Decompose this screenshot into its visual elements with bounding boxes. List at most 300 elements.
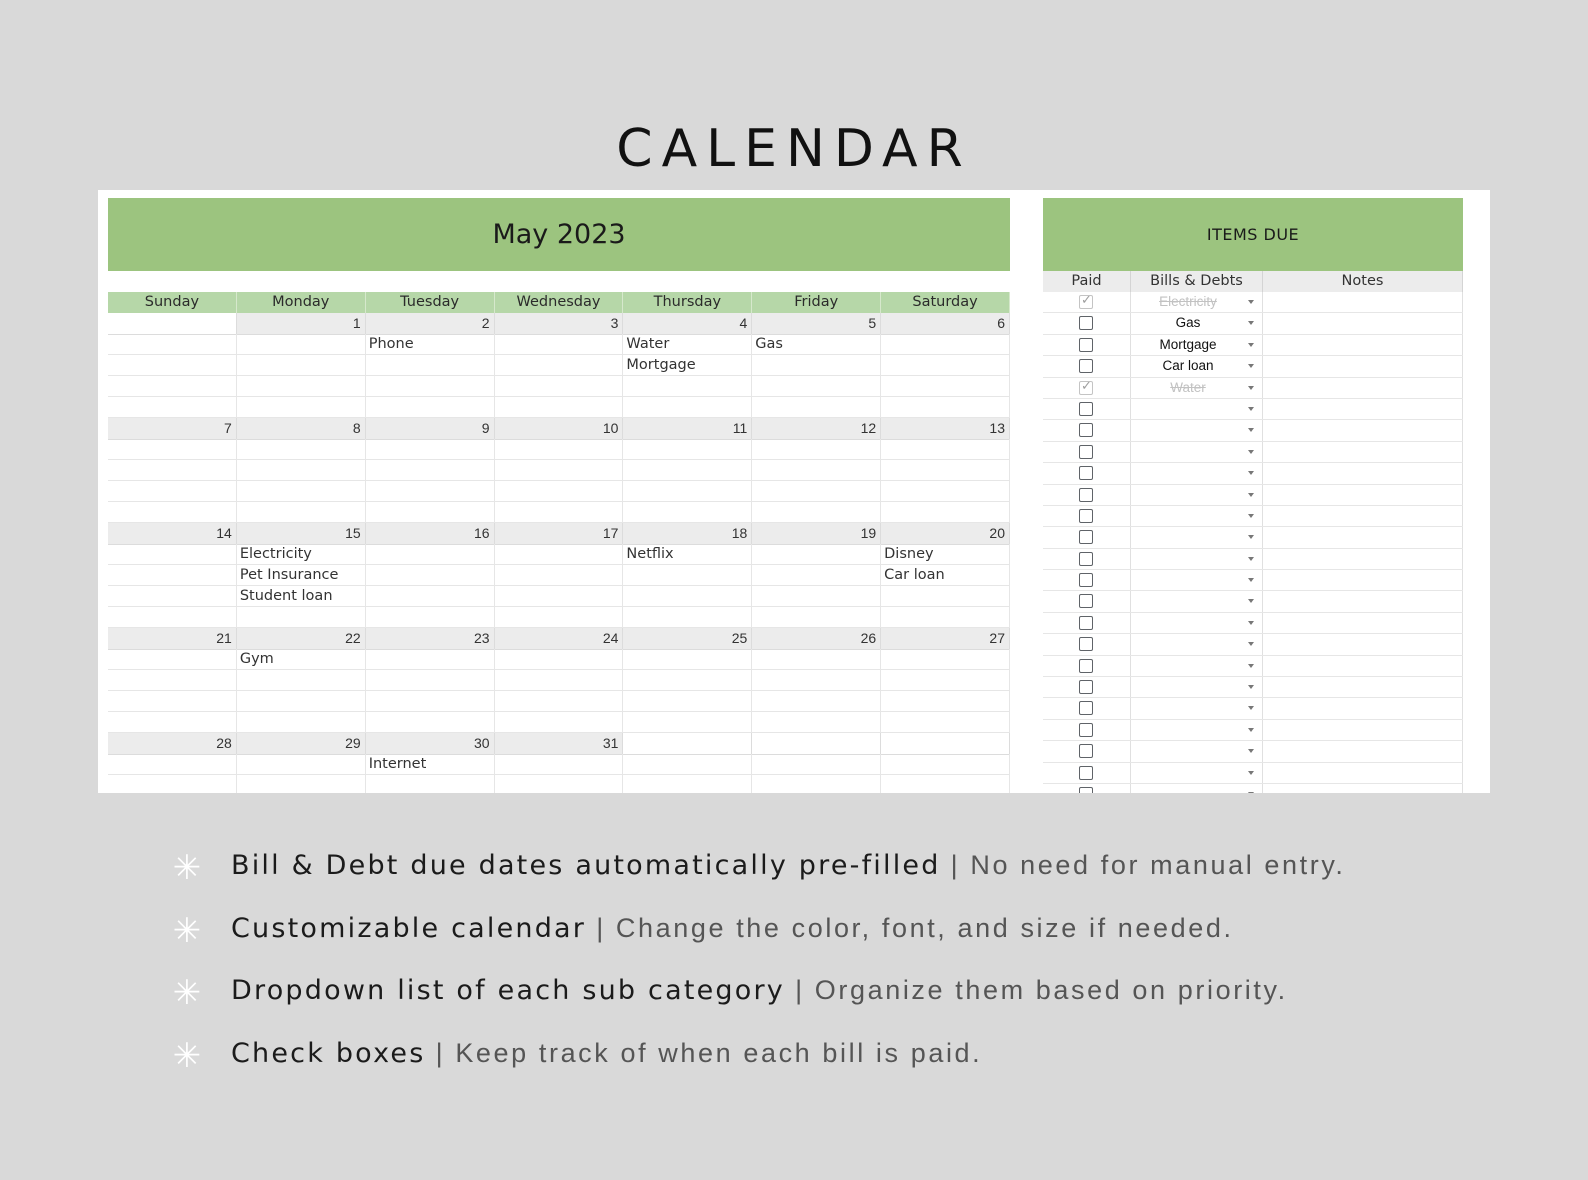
event-cell[interactable] — [366, 376, 495, 397]
sparkle-icon: ✳ — [172, 910, 202, 951]
paid-cell — [1043, 378, 1131, 398]
item-due-row — [1043, 292, 1463, 313]
paid-checkbox[interactable] — [1079, 723, 1093, 737]
event-cell[interactable] — [237, 397, 366, 418]
dropdown-caret-icon[interactable] — [1248, 450, 1254, 454]
date-cell[interactable]: 11 — [623, 418, 752, 440]
date-cell[interactable]: 31 — [495, 733, 624, 755]
date-cell[interactable]: 28 — [108, 733, 237, 755]
date-cell[interactable] — [881, 733, 1010, 755]
feature-description: | No need for manual entry. — [940, 850, 1346, 880]
paid-checkbox[interactable] — [1079, 659, 1093, 673]
week-event-row — [108, 586, 1010, 607]
bill-dropdown[interactable] — [1131, 527, 1263, 547]
event-cell[interactable] — [237, 334, 366, 355]
paid-checkbox[interactable] — [1079, 680, 1093, 694]
notes-cell[interactable] — [1263, 506, 1463, 526]
paid-checkbox[interactable] — [1079, 637, 1093, 651]
event-cell[interactable] — [495, 397, 624, 418]
sparkle-icon: ✳ — [172, 848, 202, 888]
date-cell[interactable]: 24 — [495, 628, 624, 650]
event-cell[interactable] — [881, 670, 1010, 691]
item-due-row — [1043, 784, 1463, 793]
bill-dropdown[interactable] — [1131, 549, 1263, 569]
bill-dropdown[interactable] — [1131, 677, 1263, 697]
paid-cell — [1043, 335, 1131, 355]
notes-cell[interactable] — [1263, 420, 1463, 440]
event-cell[interactable] — [108, 607, 237, 628]
event-cell[interactable] — [108, 586, 237, 607]
event-cell[interactable] — [495, 481, 624, 502]
event-cell[interactable] — [495, 607, 624, 628]
dropdown-caret-icon[interactable] — [1248, 557, 1254, 561]
event-cell[interactable] — [366, 481, 495, 502]
event-cell[interactable] — [366, 355, 495, 376]
item-due-row — [1043, 720, 1463, 741]
event-cell[interactable] — [108, 376, 237, 397]
bill-dropdown[interactable] — [1131, 485, 1263, 505]
event-cell[interactable] — [623, 376, 752, 397]
item-due-row — [1043, 656, 1463, 677]
paid-checkbox[interactable] — [1079, 402, 1093, 416]
paid-cell — [1043, 506, 1131, 526]
dropdown-caret-icon[interactable] — [1248, 471, 1254, 475]
event-cell[interactable] — [752, 775, 881, 793]
week-event-row — [108, 775, 1010, 793]
paid-checkbox[interactable] — [1079, 573, 1093, 587]
dropdown-caret-icon[interactable] — [1248, 642, 1254, 646]
dropdown-caret-icon[interactable] — [1248, 578, 1254, 582]
date-cell[interactable] — [623, 733, 752, 755]
paid-cell — [1043, 741, 1131, 761]
paid-checkbox[interactable] — [1079, 445, 1093, 459]
event-cell[interactable] — [366, 607, 495, 628]
event-cell[interactable] — [108, 649, 237, 670]
date-cell[interactable]: 30 — [366, 733, 495, 755]
event-cell[interactable] — [495, 775, 624, 793]
event-cell[interactable]: Pet Insurance — [237, 565, 366, 586]
event-cell[interactable] — [495, 355, 624, 376]
dropdown-caret-icon[interactable] — [1248, 386, 1254, 390]
bill-dropdown[interactable] — [1131, 506, 1263, 526]
event-cell[interactable] — [237, 670, 366, 691]
date-cell[interactable]: 12 — [752, 418, 881, 440]
date-cell[interactable]: 29 — [237, 733, 366, 755]
dropdown-caret-icon[interactable] — [1248, 343, 1254, 347]
bill-dropdown[interactable] — [1131, 313, 1263, 333]
event-cell[interactable]: Student loan — [237, 586, 366, 607]
event-cell[interactable] — [881, 649, 1010, 670]
event-cell[interactable] — [623, 397, 752, 418]
event-cell[interactable] — [752, 439, 881, 460]
date-cell[interactable]: 15 — [237, 523, 366, 545]
dropdown-caret-icon[interactable] — [1248, 493, 1254, 497]
weekday-header: Friday — [752, 292, 881, 313]
notes-cell[interactable] — [1263, 763, 1463, 783]
event-cell[interactable] — [108, 397, 237, 418]
event-cell[interactable]: Phone — [366, 334, 495, 355]
paid-checkbox[interactable] — [1079, 295, 1093, 309]
bill-dropdown[interactable] — [1131, 784, 1263, 793]
event-cell[interactable] — [752, 754, 881, 775]
event-cell[interactable] — [366, 712, 495, 733]
paid-checkbox[interactable] — [1079, 359, 1093, 373]
bill-dropdown[interactable] — [1131, 741, 1263, 761]
event-cell[interactable] — [366, 460, 495, 481]
paid-column-header: Paid — [1043, 271, 1131, 292]
event-cell[interactable] — [495, 670, 624, 691]
event-cell[interactable] — [752, 355, 881, 376]
date-cell[interactable]: 3 — [495, 313, 624, 335]
notes-cell[interactable] — [1263, 485, 1463, 505]
date-cell[interactable]: 21 — [108, 628, 237, 650]
dropdown-caret-icon[interactable] — [1248, 792, 1254, 793]
event-cell[interactable] — [623, 691, 752, 712]
feature-title: Bill & Debt due dates automatically pre-filled — [231, 850, 941, 881]
bill-dropdown[interactable] — [1131, 292, 1263, 312]
week-date-row — [108, 418, 1010, 439]
event-cell[interactable]: Mortgage — [623, 355, 752, 376]
date-cell[interactable]: 25 — [623, 628, 752, 650]
event-cell[interactable] — [366, 775, 495, 793]
event-cell[interactable] — [623, 607, 752, 628]
notes-cell[interactable] — [1263, 463, 1463, 483]
event-cell[interactable] — [108, 502, 237, 523]
week-date-row — [108, 628, 1010, 649]
event-cell[interactable] — [108, 481, 237, 502]
date-cell[interactable]: 13 — [881, 418, 1010, 440]
event-cell[interactable] — [495, 712, 624, 733]
event-cell[interactable] — [752, 586, 881, 607]
event-cell[interactable] — [237, 376, 366, 397]
date-cell[interactable]: 22 — [237, 628, 366, 650]
event-cell[interactable] — [366, 397, 495, 418]
date-cell[interactable]: 18 — [623, 523, 752, 545]
event-cell[interactable] — [623, 754, 752, 775]
notes-cell[interactable] — [1263, 720, 1463, 740]
event-cell[interactable] — [495, 376, 624, 397]
week-event-row — [108, 334, 1010, 355]
event-cell[interactable] — [237, 481, 366, 502]
event-cell[interactable] — [752, 502, 881, 523]
date-cell[interactable] — [752, 733, 881, 755]
event-cell[interactable] — [495, 586, 624, 607]
event-cell[interactable]: Electricity — [237, 544, 366, 565]
dropdown-caret-icon[interactable] — [1248, 664, 1254, 668]
event-cell[interactable] — [752, 691, 881, 712]
item-due-row — [1043, 442, 1463, 463]
event-cell[interactable] — [881, 586, 1010, 607]
event-cell[interactable] — [623, 670, 752, 691]
event-cell[interactable]: Gas — [752, 334, 881, 355]
bill-dropdown[interactable] — [1131, 634, 1263, 654]
event-cell[interactable] — [108, 565, 237, 586]
dropdown-caret-icon[interactable] — [1248, 706, 1254, 710]
event-cell[interactable] — [366, 670, 495, 691]
event-cell[interactable] — [495, 754, 624, 775]
date-cell[interactable]: 23 — [366, 628, 495, 650]
dropdown-caret-icon[interactable] — [1248, 300, 1254, 304]
event-cell[interactable] — [108, 439, 237, 460]
week-event-row — [108, 754, 1010, 775]
paid-checkbox[interactable] — [1079, 552, 1093, 566]
bill-dropdown[interactable] — [1131, 613, 1263, 633]
dropdown-caret-icon[interactable] — [1248, 364, 1254, 368]
event-cell[interactable] — [881, 754, 1010, 775]
paid-checkbox[interactable] — [1079, 466, 1093, 480]
notes-cell[interactable] — [1263, 335, 1463, 355]
event-cell[interactable] — [623, 712, 752, 733]
event-cell[interactable] — [495, 334, 624, 355]
event-cell[interactable]: Gym — [237, 649, 366, 670]
event-cell[interactable] — [495, 439, 624, 460]
bill-dropdown-value: Mortgage — [1159, 336, 1217, 352]
date-cell[interactable]: 17 — [495, 523, 624, 545]
item-due-row — [1043, 741, 1463, 762]
event-cell[interactable] — [623, 649, 752, 670]
event-cell[interactable] — [752, 397, 881, 418]
notes-cell[interactable] — [1263, 549, 1463, 569]
event-cell[interactable] — [495, 544, 624, 565]
notes-cell[interactable] — [1263, 378, 1463, 398]
paid-cell — [1043, 399, 1131, 419]
week-event-row — [108, 691, 1010, 712]
date-cell[interactable]: 14 — [108, 523, 237, 545]
event-cell[interactable] — [495, 565, 624, 586]
event-cell[interactable] — [366, 439, 495, 460]
paid-checkbox[interactable] — [1079, 616, 1093, 630]
event-cell[interactable] — [881, 607, 1010, 628]
event-cell[interactable] — [108, 670, 237, 691]
paid-cell — [1043, 698, 1131, 718]
paid-checkbox[interactable] — [1079, 530, 1093, 544]
event-cell[interactable] — [108, 691, 237, 712]
event-cell[interactable]: Internet — [366, 754, 495, 775]
date-cell[interactable]: 19 — [752, 523, 881, 545]
dropdown-caret-icon[interactable] — [1248, 407, 1254, 411]
date-cell[interactable]: 16 — [366, 523, 495, 545]
event-cell[interactable] — [752, 544, 881, 565]
dropdown-caret-icon[interactable] — [1248, 685, 1254, 689]
event-cell[interactable] — [495, 502, 624, 523]
date-cell[interactable]: 20 — [881, 523, 1010, 545]
paid-checkbox[interactable] — [1079, 381, 1093, 395]
event-cell[interactable] — [623, 565, 752, 586]
event-cell[interactable] — [881, 334, 1010, 355]
bill-dropdown-value: Electricity — [1159, 294, 1217, 309]
event-cell[interactable] — [623, 502, 752, 523]
notes-cell[interactable] — [1263, 677, 1463, 697]
dropdown-caret-icon[interactable] — [1248, 771, 1254, 775]
event-cell[interactable] — [366, 649, 495, 670]
event-cell[interactable] — [108, 754, 237, 775]
feature-description: | Keep track of when each bill is paid. — [425, 1037, 983, 1068]
event-cell[interactable] — [881, 397, 1010, 418]
event-cell[interactable] — [752, 712, 881, 733]
dropdown-caret-icon[interactable] — [1248, 535, 1254, 539]
bill-dropdown[interactable] — [1131, 420, 1263, 440]
notes-cell[interactable] — [1263, 656, 1463, 676]
date-cell[interactable]: 10 — [495, 418, 624, 440]
event-cell[interactable] — [237, 712, 366, 733]
notes-cell[interactable] — [1263, 570, 1463, 590]
notes-cell[interactable] — [1263, 698, 1463, 718]
feature-list — [170, 848, 1470, 1098]
bill-dropdown-value: Car loan — [1162, 358, 1214, 374]
bill-dropdown[interactable] — [1131, 356, 1263, 376]
dropdown-caret-icon[interactable] — [1248, 728, 1254, 732]
event-cell[interactable] — [623, 481, 752, 502]
event-cell[interactable] — [752, 460, 881, 481]
event-cell[interactable] — [237, 607, 366, 628]
item-due-row — [1043, 420, 1463, 441]
date-cell[interactable]: 4 — [623, 313, 752, 335]
event-cell[interactable] — [881, 460, 1010, 481]
page-title: CALENDAR — [616, 118, 972, 179]
bill-dropdown[interactable] — [1131, 335, 1263, 355]
notes-cell[interactable] — [1263, 292, 1463, 312]
event-cell[interactable] — [108, 712, 237, 733]
paid-checkbox[interactable] — [1079, 488, 1093, 502]
notes-cell[interactable] — [1263, 741, 1463, 761]
event-cell[interactable] — [881, 439, 1010, 460]
notes-cell[interactable] — [1263, 356, 1463, 376]
date-cell[interactable]: 7 — [108, 418, 237, 440]
paid-cell — [1043, 442, 1131, 462]
dropdown-caret-icon[interactable] — [1248, 749, 1254, 753]
item-due-row — [1043, 677, 1463, 698]
event-cell[interactable] — [495, 460, 624, 481]
bill-dropdown[interactable] — [1131, 570, 1263, 590]
date-cell[interactable]: 27 — [881, 628, 1010, 650]
paid-cell — [1043, 420, 1131, 440]
date-cell[interactable]: 6 — [881, 313, 1010, 335]
event-cell[interactable] — [752, 670, 881, 691]
event-cell[interactable] — [366, 691, 495, 712]
notes-cell[interactable] — [1263, 784, 1463, 793]
event-cell[interactable] — [881, 775, 1010, 793]
week-date-row — [108, 733, 1010, 754]
event-cell[interactable] — [237, 439, 366, 460]
event-cell[interactable] — [881, 691, 1010, 712]
event-cell[interactable]: Water — [623, 334, 752, 355]
notes-cell[interactable] — [1263, 634, 1463, 654]
bill-dropdown[interactable] — [1131, 591, 1263, 611]
paid-checkbox[interactable] — [1079, 423, 1093, 437]
date-cell[interactable]: 9 — [366, 418, 495, 440]
bill-dropdown[interactable] — [1131, 720, 1263, 740]
event-cell[interactable] — [881, 502, 1010, 523]
paid-cell — [1043, 591, 1131, 611]
bill-dropdown[interactable] — [1131, 399, 1263, 419]
paid-checkbox[interactable] — [1079, 701, 1093, 715]
notes-cell[interactable] — [1263, 313, 1463, 333]
event-cell[interactable] — [237, 355, 366, 376]
paid-checkbox[interactable] — [1079, 509, 1093, 523]
event-cell[interactable] — [752, 481, 881, 502]
dropdown-caret-icon[interactable] — [1248, 599, 1254, 603]
date-cell[interactable]: 26 — [752, 628, 881, 650]
event-cell[interactable] — [237, 502, 366, 523]
bill-dropdown[interactable] — [1131, 378, 1263, 398]
dropdown-caret-icon[interactable] — [1248, 428, 1254, 432]
dropdown-caret-icon[interactable] — [1248, 321, 1254, 325]
event-cell[interactable] — [752, 565, 881, 586]
event-cell[interactable]: Disney — [881, 544, 1010, 565]
event-cell[interactable] — [881, 712, 1010, 733]
event-cell[interactable] — [366, 502, 495, 523]
event-cell[interactable] — [108, 544, 237, 565]
event-cell[interactable] — [623, 460, 752, 481]
paid-checkbox[interactable] — [1079, 338, 1093, 352]
bill-dropdown[interactable] — [1131, 463, 1263, 483]
notes-cell[interactable] — [1263, 613, 1463, 633]
event-cell[interactable] — [752, 607, 881, 628]
bill-dropdown[interactable] — [1131, 442, 1263, 462]
notes-cell[interactable] — [1263, 527, 1463, 547]
date-cell[interactable]: 8 — [237, 418, 366, 440]
bill-dropdown[interactable] — [1131, 698, 1263, 718]
event-cell[interactable] — [366, 565, 495, 586]
paid-checkbox[interactable] — [1079, 316, 1093, 330]
date-cell[interactable]: 2 — [366, 313, 495, 335]
dropdown-caret-icon[interactable] — [1248, 621, 1254, 625]
event-cell[interactable] — [752, 376, 881, 397]
event-cell[interactable] — [237, 775, 366, 793]
sparkle-icon: ✳ — [172, 1035, 202, 1076]
dropdown-caret-icon[interactable] — [1248, 514, 1254, 518]
paid-checkbox[interactable] — [1079, 594, 1093, 608]
paid-checkbox[interactable] — [1079, 766, 1093, 780]
event-cell[interactable] — [237, 460, 366, 481]
event-cell[interactable] — [237, 754, 366, 775]
event-cell[interactable]: Netflix — [623, 544, 752, 565]
notes-cell[interactable] — [1263, 591, 1463, 611]
event-cell[interactable] — [495, 691, 624, 712]
bill-dropdown[interactable] — [1131, 656, 1263, 676]
feature-text — [231, 848, 1346, 883]
date-cell[interactable]: 5 — [752, 313, 881, 335]
date-cell[interactable]: 1 — [237, 313, 366, 335]
event-cell[interactable] — [366, 586, 495, 607]
event-cell[interactable] — [881, 481, 1010, 502]
event-cell[interactable] — [881, 376, 1010, 397]
weekday-header-row — [108, 292, 1010, 313]
date-cell[interactable] — [108, 313, 237, 335]
event-cell[interactable] — [623, 775, 752, 793]
event-cell[interactable] — [237, 691, 366, 712]
event-cell[interactable] — [623, 586, 752, 607]
week-event-row — [108, 544, 1010, 565]
event-cell[interactable]: Car loan — [881, 565, 1010, 586]
event-cell[interactable] — [108, 334, 237, 355]
event-cell[interactable] — [108, 775, 237, 793]
event-cell[interactable] — [623, 439, 752, 460]
week-event-row — [108, 376, 1010, 397]
paid-checkbox[interactable] — [1079, 787, 1093, 793]
notes-cell[interactable] — [1263, 399, 1463, 419]
bill-dropdown[interactable] — [1131, 763, 1263, 783]
paid-checkbox[interactable] — [1079, 744, 1093, 758]
event-cell[interactable] — [495, 649, 624, 670]
event-cell[interactable] — [881, 355, 1010, 376]
event-cell[interactable] — [752, 649, 881, 670]
event-cell[interactable] — [108, 460, 237, 481]
feature-title: Dropdown list of each sub category — [231, 975, 785, 1006]
event-cell[interactable] — [108, 355, 237, 376]
event-cell[interactable] — [366, 544, 495, 565]
notes-cell[interactable] — [1263, 442, 1463, 462]
